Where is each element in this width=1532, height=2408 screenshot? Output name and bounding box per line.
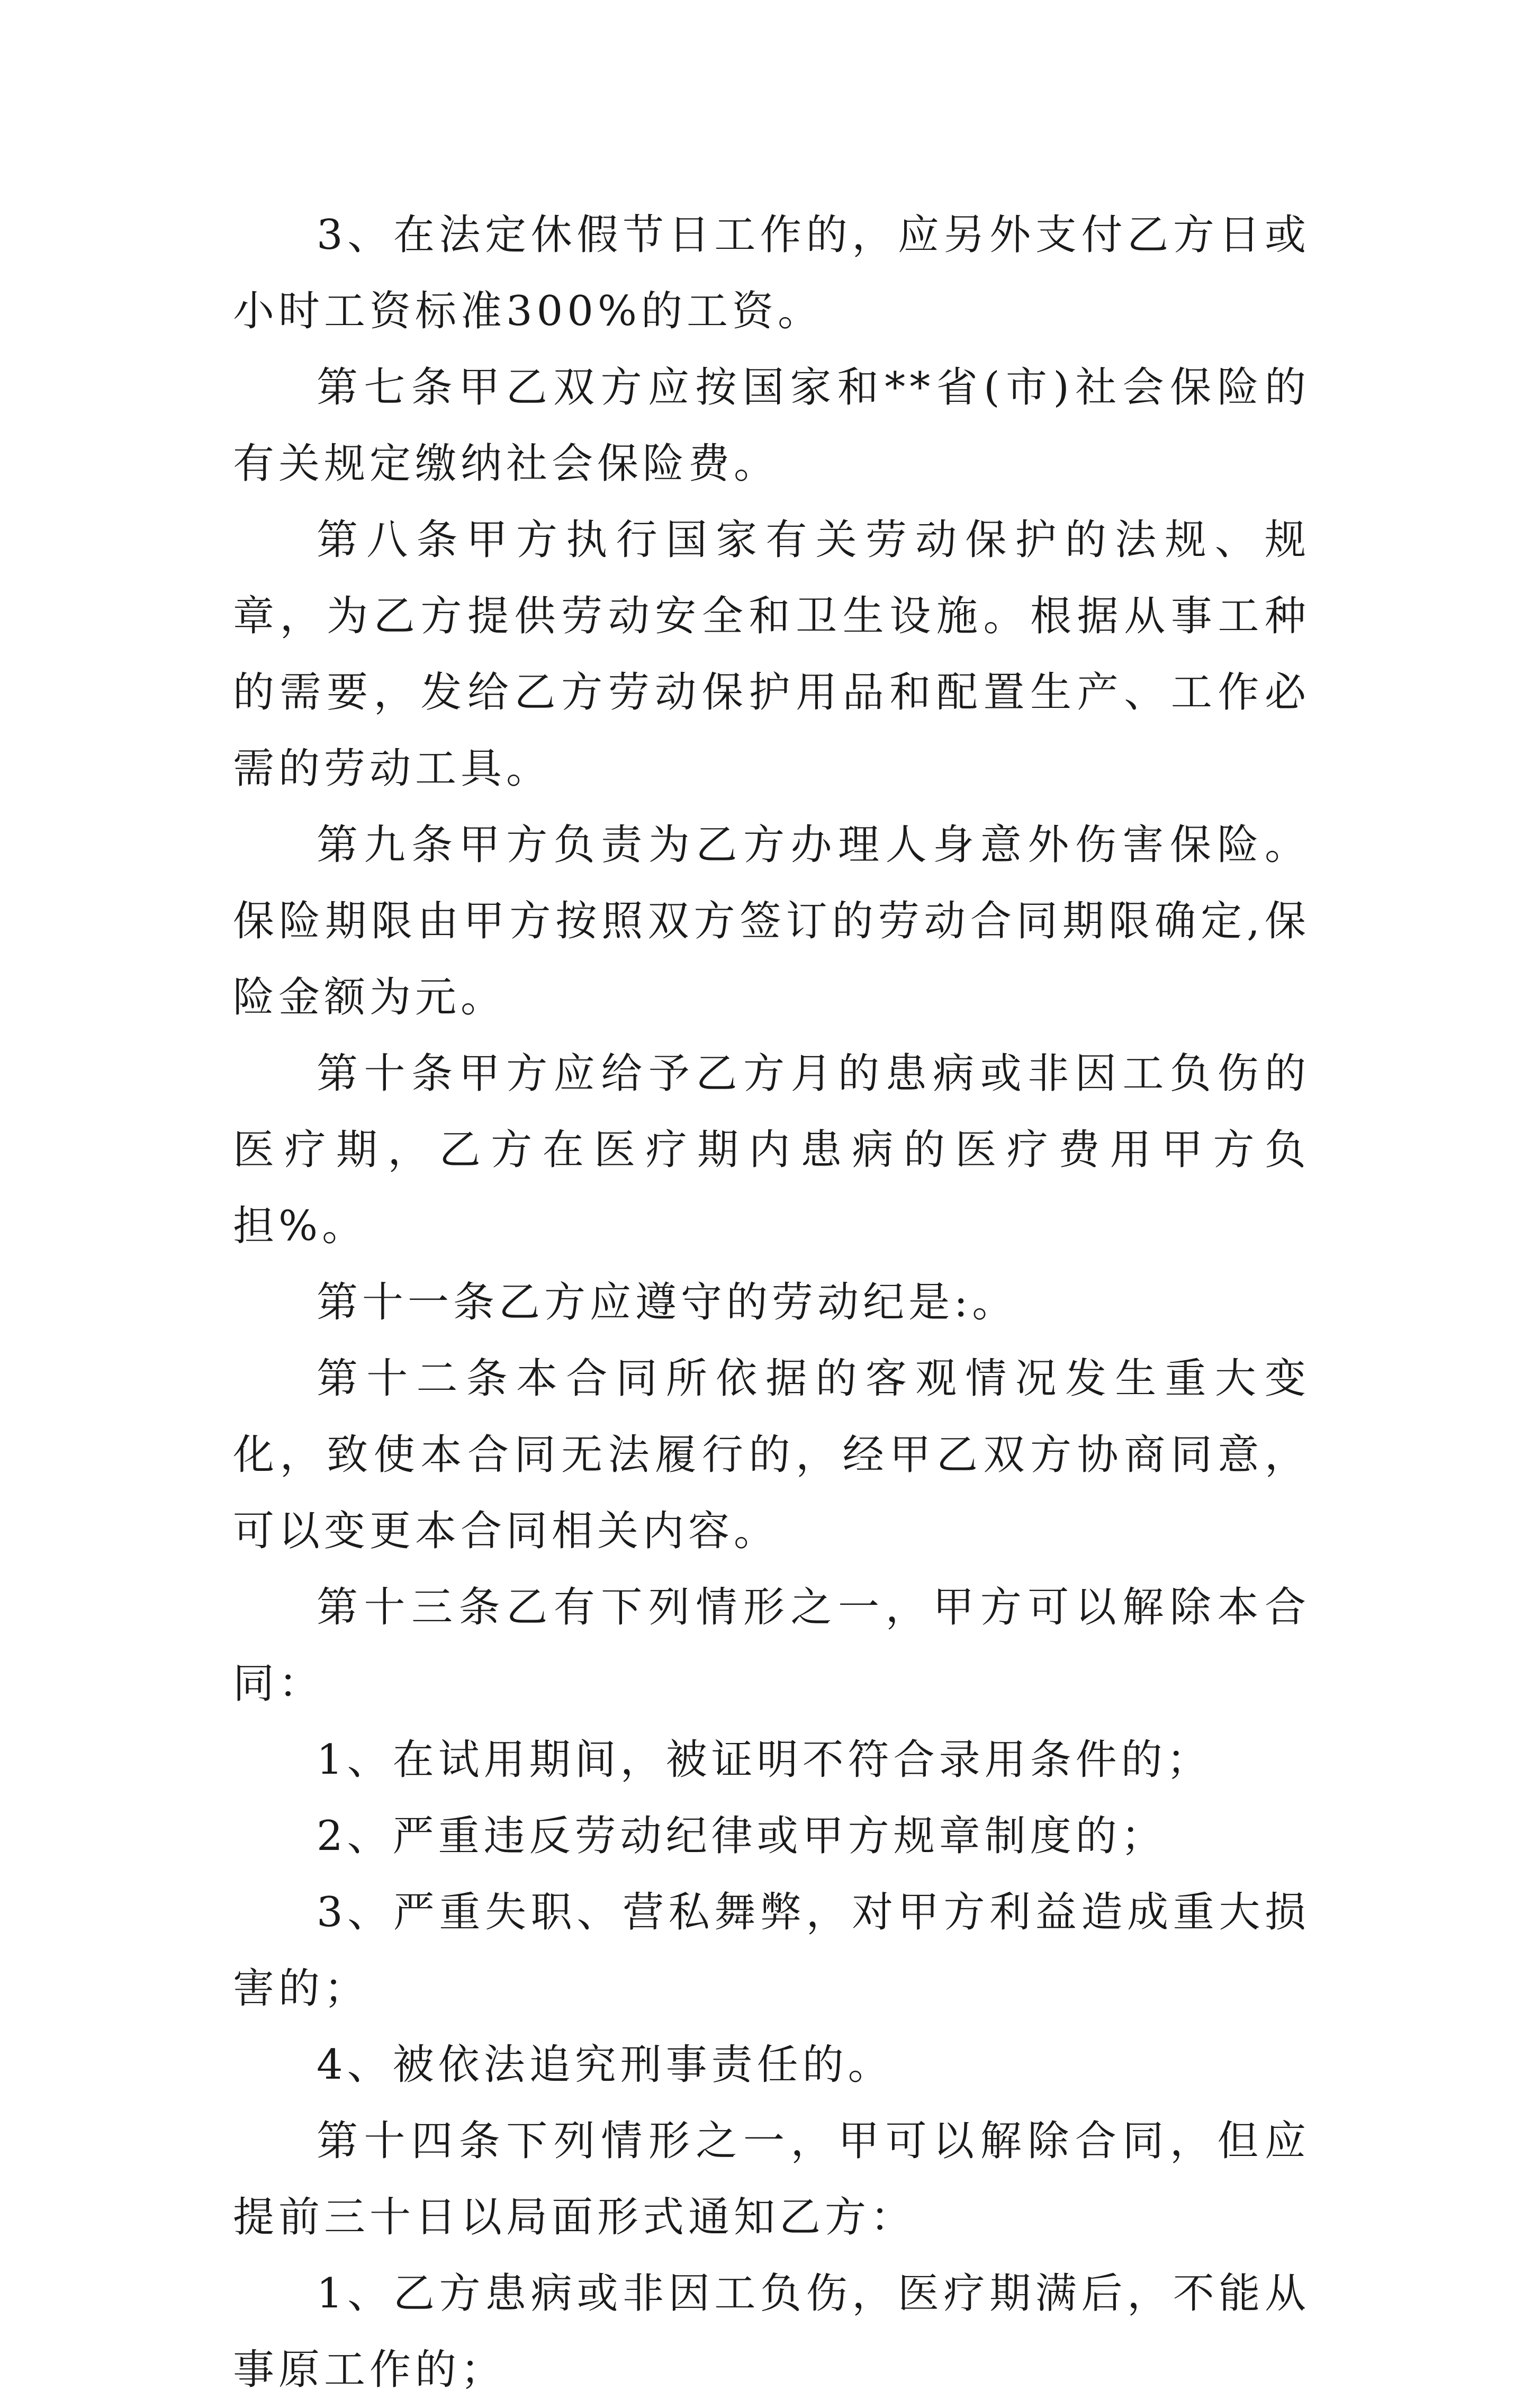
list-item: 1、在试用期间，被证明不符合录用条件的； (317, 1736, 1212, 1784)
paragraph-article-11: 第十一条乙方应遵守的劳动纪是:。 (317, 1279, 1018, 1326)
list-item: 3、严重失职、营私舞弊，对甲方利益造成重大损害的； (233, 1889, 1310, 2012)
list-item: 4、被依法追究刑事责任的。 (317, 2041, 894, 2089)
paragraph-article-12: 第十二条本合同所依据的客观情况发生重大变化，致使本合同无法履行的，经甲乙双方协商同意，可以变更本合同相关内容。 (233, 1355, 1310, 1555)
paragraph-holiday-pay: 3、在法定休假节日工作的，应另外支付乙方日或小时工资标准300%的工资。 (233, 211, 1310, 335)
paragraph-article-8: 第八条甲方执行国家有关劳动保护的法规、规章，为乙方提供劳动安全和卫生设施。根据从事工种的需要，发给乙方劳动保护用品和配置生产、工作必需的劳动工具。 (233, 516, 1310, 793)
document-body (233, 197, 1310, 2408)
list-item: 2、严重违反劳动纪律或甲方规章制度的； (317, 1812, 1167, 1860)
paragraph-article-10: 第十条甲方应给予乙方月的患病或非因工负伤的医疗期，乙方在医疗期内患病的医疗费用甲方负担%。 (233, 1050, 1310, 1250)
list-item: 1、乙方患病或非因工负伤，医疗期满后，不能从事原工作的； (233, 2270, 1310, 2394)
paragraph-article-13: 第十三条乙有下列情形之一，甲方可以解除本合同： (233, 1584, 1310, 1708)
paragraph-article-9: 第九条甲方负责为乙方办理人身意外伤害保险。保险期限由甲方按照双方签订的劳动合同期限确定,保险金额为元。 (233, 821, 1310, 1021)
paragraph-article-7: 第七条甲乙双方应按国家和**省(市)社会保险的有关规定缴纳社会保险费。 (233, 364, 1310, 488)
paragraph-article-14: 第十四条下列情形之一，甲可以解除合同，但应提前三十日以局面形式通知乙方： (233, 2117, 1310, 2241)
